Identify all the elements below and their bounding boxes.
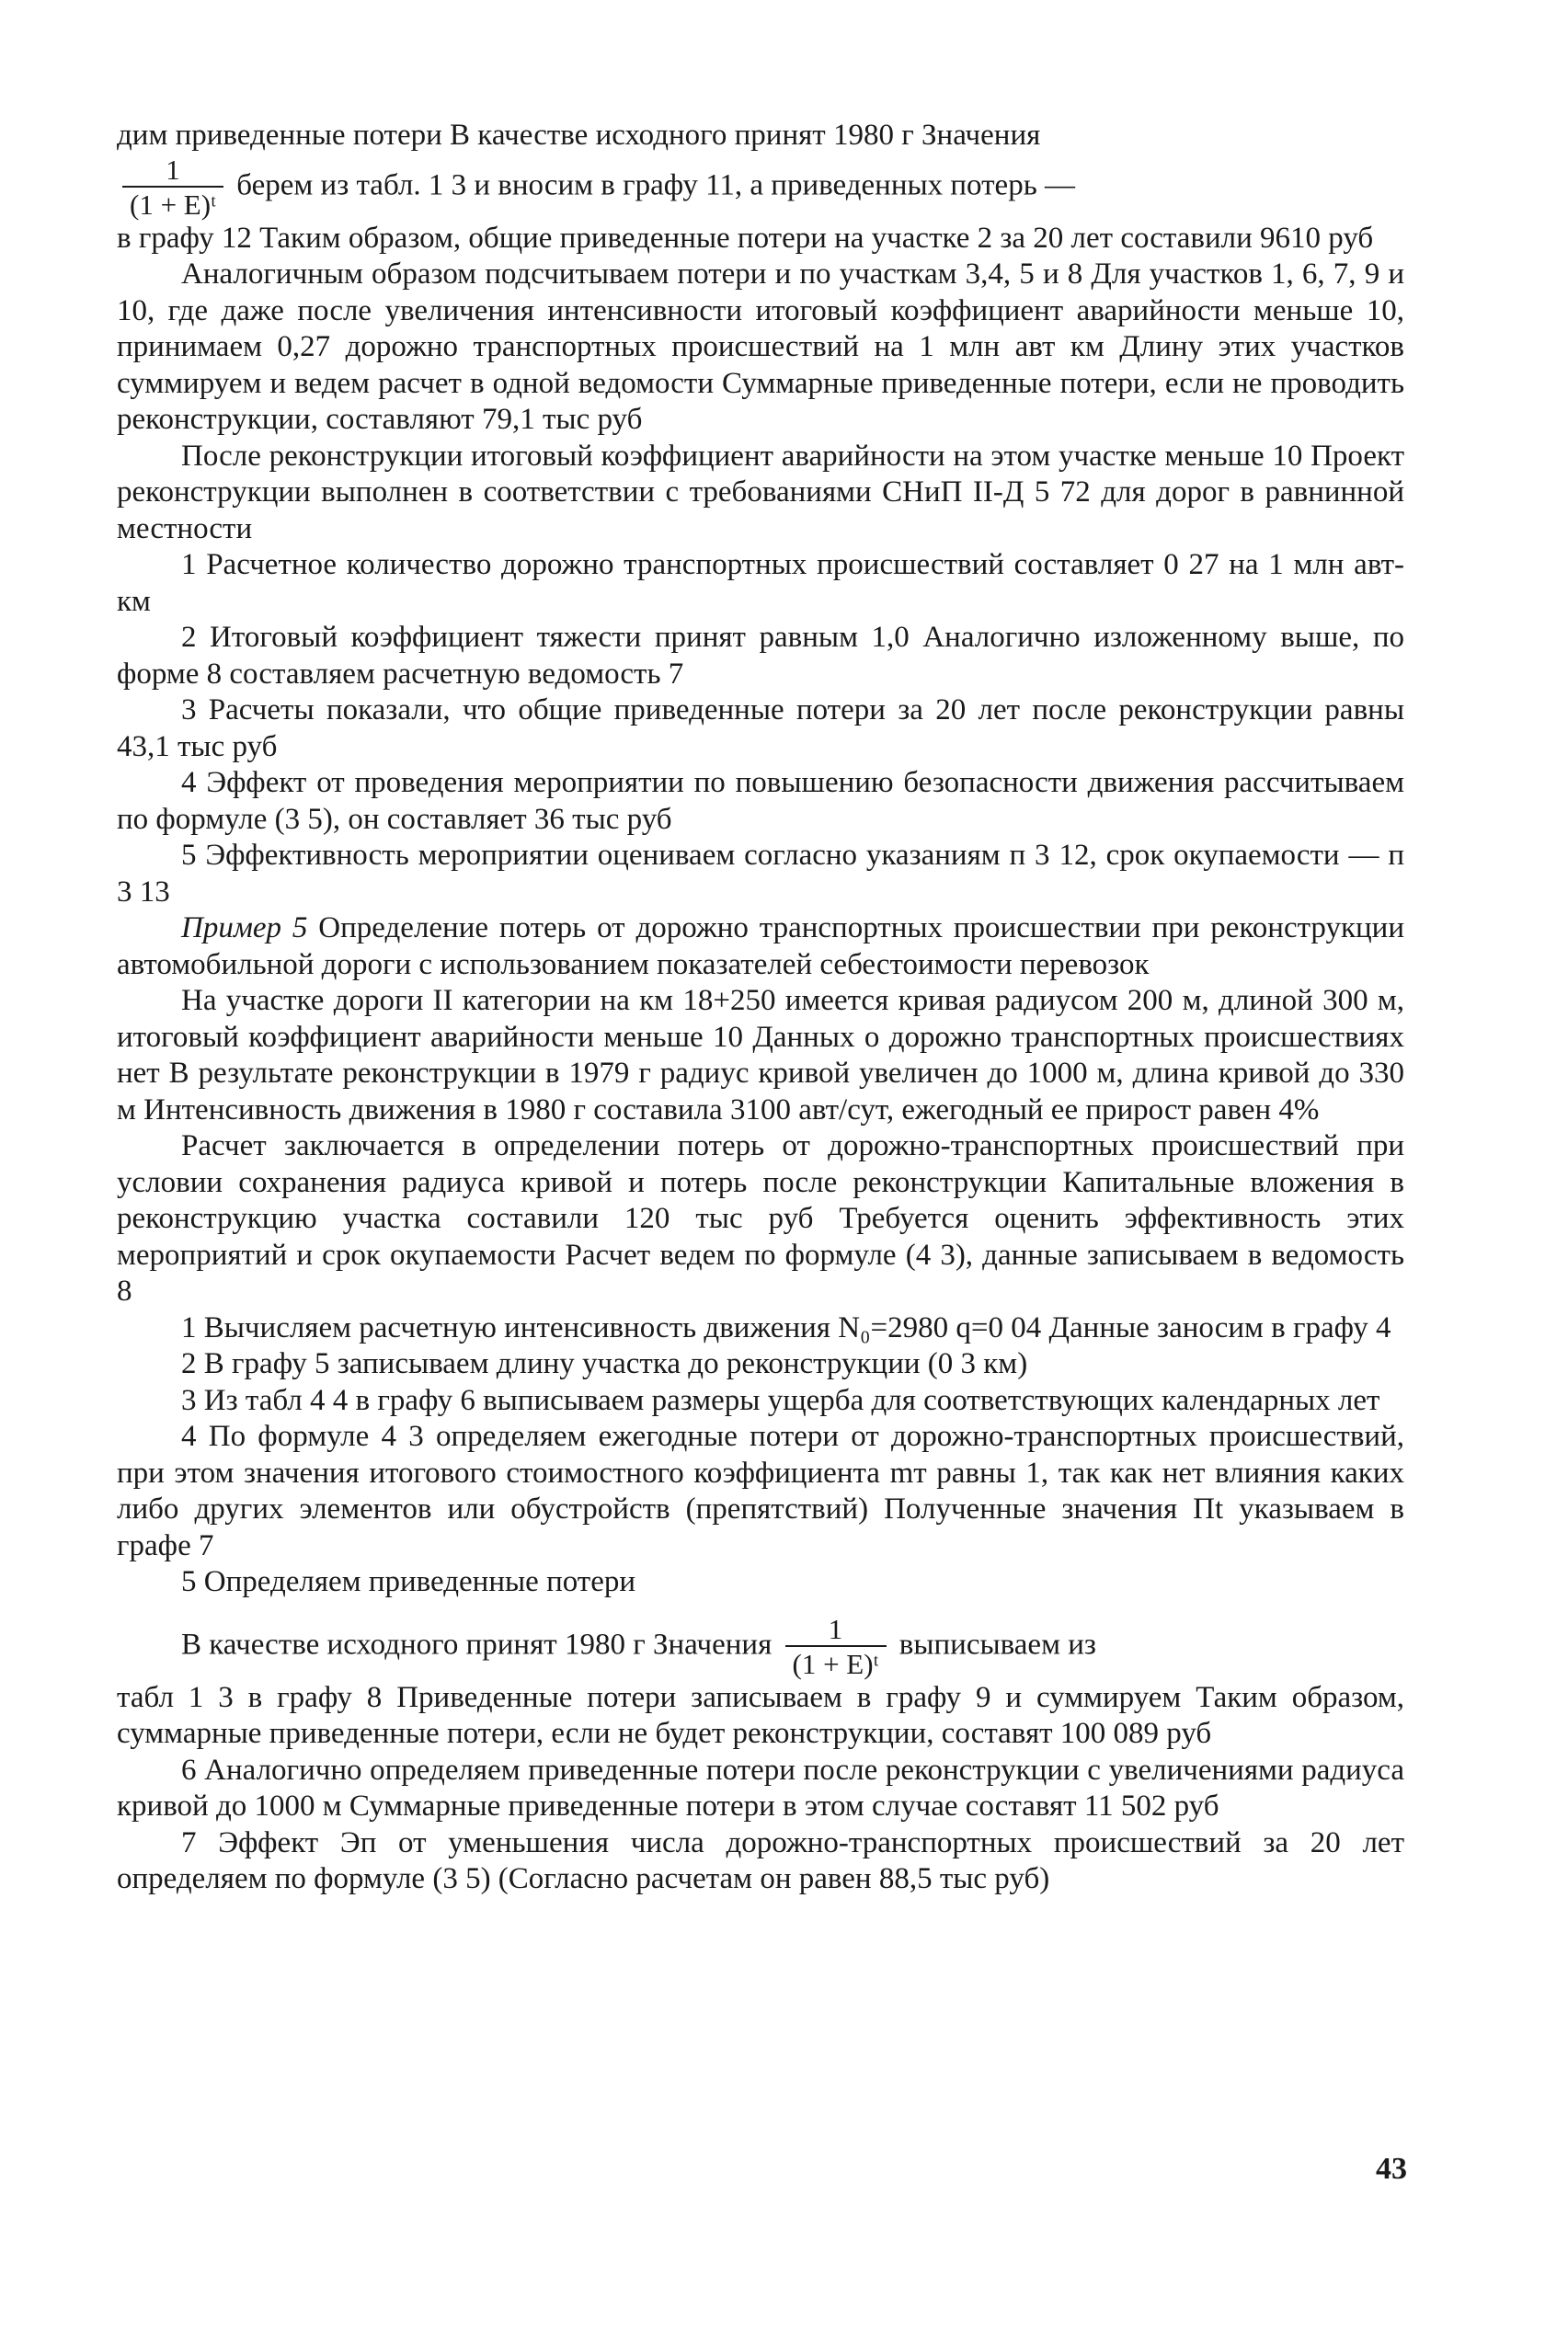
paragraph-9: На участке дороги II категории на км 18+250 имеется кривая радиусом 200 м, длиной 300 м, итоговый коэффициент аварийности меньше 10 Данных о дорожно транспортных происшествиях нет В результате реконструкции в 1979 г радиус кривой увеличен до 1000 м, длина кривой до 330 м Интенсивность движения в 1980 г составила 3100 авт/сут, ежегодный ее прирост равен 4% (117, 984, 1404, 1126)
fraction-2 (785, 1614, 887, 1680)
paragraph-15: 5 Определяем приведенные потери (181, 1565, 636, 1598)
paragraph-2: После реконструкции итоговый коэффициент аварийности на этом участке меньше 10 Проект реконструкции выполнен в соответствии с требованиями СНиП II-Д 5 72 для дорог в равнинной местности (117, 439, 1404, 545)
paragraph-7: 5 Эффективность мероприятии оцениваем согласно указаниям п 3 12, срок окупаемости — п 3 13 (117, 839, 1404, 909)
example-label: Пример 5 (181, 911, 308, 944)
text-line-3: в графу 12 Таким образом, общие приведенные потери на участке 2 за 20 лет составили 9610 руб (117, 221, 1374, 255)
paragraph-1: Аналогичным образом подсчитываем потери и по участкам 3,4, 5 и 8 Для участков 1, 6, 7, 9 и 10, где даже после увеличения интенсивности итоговый коэффициент аварийности меньше 10, принимаем 0,27 дорожно транспортных происшествий на 1 млн авт км Длину этих участков суммируем и ведем расчет в одной ведомости Суммарные приведенные потери, если не проводить реконструкции, составляют 79,1 тыс руб (117, 257, 1404, 436)
example-text: Определение потерь от дорожно транспортных происшествии при реконструкции автомобильной дороги с использованием показателей себестоимости перевозок (117, 911, 1404, 981)
paragraph-17: табл 1 3 в графу 8 Приведенные потери записываем в графу 9 и суммируем Таким образом, суммарные приведенные потери, если не будет реконструкции, составят 100 089 руб (117, 1680, 1404, 1750)
paragraph-13: 3 Из табл 4 4 в графу 6 выписываем размеры ущерба для соответствующих календарных лет (181, 1383, 1380, 1417)
paragraph-11: 1 Вычисляем расчетную интенсивность движения N₀=2980 q=0 04 Данные заносим в графу 4 (181, 1310, 1391, 1344)
paragraph-16-tail: выписываем из (898, 1628, 1096, 1662)
paragraph-18: 6 Аналогично определяем приведенные потери после реконструкции с увеличениями радиуса кривой до 1000 м Суммарные приведенные потери в этом случае составят 11 502 руб (117, 1753, 1404, 1823)
paragraph-8 (117, 910, 1404, 983)
paragraph-10: Расчет заключается в определении потерь от дорожно-транспортных происшествий при условии сохранения радиуса кривой и потерь после реконструкции Капитальные вложения в реконструкцию участка составили 120 тыс руб Требуется оценить эффективность этих мероприятий и срок окупаемости Расчет ведем по формуле (4 3), данные записываем в ведомость 8 (117, 1129, 1404, 1308)
fraction-2-denominator: (1 + E)ᵗ (785, 1645, 887, 1680)
fraction-numerator: 1 (166, 153, 180, 186)
page-body (117, 118, 1404, 1898)
paragraph-16 (117, 1614, 1404, 1680)
text-line-2 (117, 154, 1404, 221)
text-line-2-tail: берем из табл. 1 3 и вносим в графу 11, а приведенных потерь — (236, 168, 1075, 202)
paragraph-12: 2 В графу 5 записываем длину участка до реконструкции (0 3 км) (181, 1347, 1028, 1380)
paragraph-6: 4 Эффект от проведения мероприятии по повышению безопасности движения рассчитываем по формуле (3 5), он составляет 36 тыс руб (117, 766, 1404, 836)
paragraph-14: 4 По формуле 4 3 определяем ежегодные потери от дорожно-транспортных происшествий, при этом значения итогового стоимостного коэффициента mт равны 1, так как нет влияния каких либо других элементов или обустройств (препятствий) Полученные значения Пt указываем в графе 7 (117, 1420, 1404, 1562)
paragraph-3: 1 Расчетное количество дорожно транспортных происшествий составляет 0 27 на 1 млн авт-км (117, 548, 1404, 618)
paragraph-5: 3 Расчеты показали, что общие приведенные потери за 20 лет после реконструкции равны 43,1 тыс руб (117, 693, 1404, 763)
fraction (122, 154, 223, 221)
paragraph-16-head: В качестве исходного принят 1980 г Значения (181, 1628, 773, 1662)
paragraph-4: 2 Итоговый коэффициент тяжести принят равным 1,0 Аналогично изложенному выше, по форме 8 составляем расчетную ведомость 7 (117, 621, 1404, 691)
page-number: 43 (1376, 2152, 1407, 2186)
fraction-2-numerator: 1 (828, 1612, 843, 1645)
paragraph-19: 7 Эффект Эп от уменьшения числа дорожно-транспортных происшествий за 20 лет определяем по формуле (3 5) (Согласно расчетам он равен 88,5 тыс руб) (117, 1825, 1404, 1895)
fraction-denominator: (1 + E)ᵗ (122, 186, 223, 221)
text-line-1: дим приведенные потери В качестве исходного принят 1980 г Значения (117, 119, 1041, 152)
